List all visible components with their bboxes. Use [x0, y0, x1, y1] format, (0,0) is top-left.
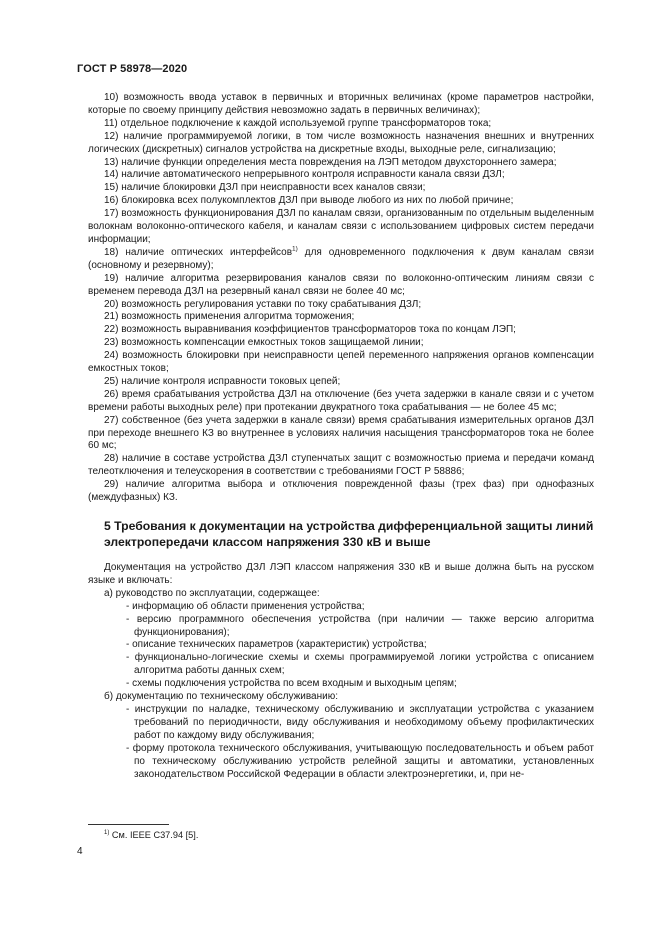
- item18-before: 18) наличие оптических интерфейсов: [104, 246, 293, 258]
- list-item: 10) возможность ввода уставок в первичных и вторичных величинах (кроме параметров настройки, которые по своему принципу действия невозможно задать в первичных величинах);: [88, 92, 594, 116]
- page-content: [88, 92, 594, 781]
- dash-item: - информацию об области применения устройства;: [126, 600, 365, 612]
- list-item: 27) собственное (без учета задержки в канале связи) время срабатывания измерительных органов ДЗЛ при переходе внешнего КЗ во внутреннее в условиях наличия насыщения трансформаторов тока не более 60 мс;: [88, 414, 594, 452]
- footnote-ref: 1): [292, 245, 298, 253]
- dash-item: - схемы подключения устройства по всем входным и выходным цепям;: [126, 678, 457, 690]
- dash-item: - форму протокола технического обслуживания, учитывающую последовательность и объем работ по техническому обслуживанию устройств релейной защиты и автоматики, установленных законодательством Российской Федерации в области электроэнергетики, и, при не-: [126, 742, 594, 780]
- sublist-b-label: б) документацию по техническому обслуживанию:: [104, 691, 338, 703]
- page-number: 4: [77, 846, 83, 857]
- list-item: 26) время срабатывания устройства ДЗЛ на отключение (без учета задержки в канале связи и с учетом времени работы выходных реле) при протекании двукратного тока срабатывания — не более 45 мс;: [88, 388, 594, 413]
- standard-header: ГОСТ Р 58978—2020: [77, 63, 188, 75]
- list-item: 12) наличие программируемой логики, в том числе возможность назначения внешних и внутренних логических (дискретных) сигналов устройства на дискретные входы, выходные реле, сигнализацию;: [88, 130, 594, 155]
- list-item: 11) отдельное подключение к каждой используемой группе трансформаторов тока;: [104, 117, 492, 129]
- item18-after: для одновременного подключения к двум каналам связи (основному и резервному);: [88, 246, 594, 271]
- list-item: 21) возможность применения алгоритма торможения;: [104, 311, 355, 323]
- list-item: 28) наличие в составе устройства ДЗЛ ступенчатых защит с возможностью приема и передачи команд телеотключения и телеускорения в соответствии с требованиями ГОСТ Р 58886;: [88, 453, 594, 478]
- list-item: 20) возможность регулирования уставки по току срабатывания ДЗЛ;: [104, 298, 422, 310]
- dash-item: - функционально-логические схемы и схемы программируемой логики устройства с описанием алгоритма работы данных схем;: [126, 652, 594, 677]
- list-item: 23) возможность компенсации емкостных токов защищаемой линии;: [104, 337, 424, 349]
- footnote-text: См. IEEE C37.94 [5].: [109, 830, 199, 840]
- footnote-divider: [88, 824, 169, 825]
- list-item: 14) наличие автоматического непрерывного контроля исправности канала связи ДЗЛ;: [104, 169, 505, 181]
- dash-item: - описание технических параметров (характеристик) устройства;: [126, 639, 427, 651]
- footnote: [104, 830, 198, 840]
- footnote-mark: 1): [104, 829, 110, 836]
- dash-item: - версию программного обеспечения устройства (при наличии — также версию алгоритма функционирования);: [126, 613, 594, 638]
- section-intro: Документация на устройство ДЗЛ ЛЭП классом напряжения 330 кВ и выше должна быть на русском языке и включать:: [88, 562, 594, 586]
- list-item: 22) возможность выравнивания коэффициентов трансформаторов тока по концам ЛЭП;: [104, 324, 516, 336]
- sublist-a-label: а) руководство по эксплуатации, содержащее:: [104, 587, 320, 599]
- list-item: 24) возможность блокировки при неисправности цепей переменного напряжения органов компенсации емкостных токов;: [88, 350, 594, 375]
- dash-item: - инструкции по наладке, техническому обслуживанию и эксплуатации устройства с указанием требований по периодичности, виду обслуживания и необходимому объему профилактических работ по каждому виду обслуживания;: [126, 703, 594, 741]
- list-item: 17) возможность функционирования ДЗЛ по каналам связи, организованным по отдельным выделенным волокнам волоконно-оптического кабеля, и каналам связи с использованием цифровых систем передачи информации;: [88, 208, 594, 245]
- section-heading: 5 Требования к документации на устройства дифференциальной защиты линий электропередачи классом напряжения 330 кВ и выше: [104, 519, 594, 549]
- list-item: 13) наличие функции определения места повреждения на ЛЭП методом двухстороннего замера;: [104, 156, 557, 168]
- list-item: 25) наличие контроля исправности токовых цепей;: [104, 375, 341, 387]
- requirements-list: [88, 92, 594, 505]
- list-item: 29) наличие алгоритма выбора и отключения поврежденной фазы (трех фаз) при однофазных (междуфазных) КЗ.: [88, 479, 594, 504]
- list-item: 16) блокировка всех полукомплектов ДЗЛ при выводе любого из них по любой причине;: [104, 195, 514, 207]
- list-item: 19) наличие алгоритма резервирования каналов связи по волоконно-оптическим линиям связи с временем перевода ДЗЛ на резервный канал связи не более 40 мс;: [88, 272, 594, 297]
- list-item-18: [88, 247, 594, 273]
- list-item: 15) наличие блокировки ДЗЛ при неисправности всех каналов связи;: [104, 182, 426, 194]
